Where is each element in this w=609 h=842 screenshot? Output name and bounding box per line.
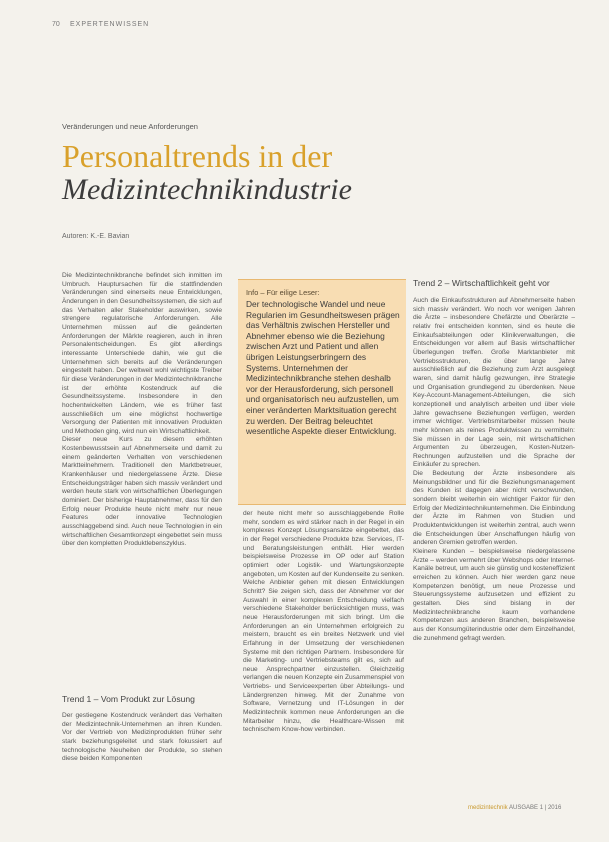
column-3-text: Auch die Einkaufsstrukturen auf Abnehmerseite haben sich massiv verändert. Wo noch vor wenigen Jahren die Ärzte – insbesondere Chefärzte und Oberärzte – relativ frei entscheiden konnten, sind es heute die Einkaufsabteilungen oder Klinikverwaltungen, die Entscheidungen vor allem auf Basis wirtschaftlicher Überlegungen treffen. Große Marktanbieter mit Vertriebsstrukturen, die über lange Jahre ausschließlich auf die Beziehung zum Arzt ausgelegt waren, sind damit häufig gezwungen, ihre Strategie und Organisation grundlegend zu überdenken. Neue Key-Account-Management-Abteilungen, die sich konzeptionell und analytisch arbeiten und über viele Jahre gewachsene Beziehungen verfügen, werden immer wichtiger. Vertriebsmitarbeiter müssen heute mehr können als reines Produktwissen zu vermitteln: Sie müssen in der Lage sein, mit wirtschaftlichen Argumenten zu überzeugen, Kosten-Nutzen-Rechnungen aufzustellen und die Sprache der Einkäufer zu sprechen. Die Bedeutung der Ärzte insbesondere als Meinungsbildner und für die Beziehungsmanagement des Kunden ist dagegen aber nicht verschwunden, sondern bleibt weiterhin ein wichtiger Faktor für den Erfolg der Medizintechnikunternehmen. Die Einbindung der Ärzte im Rahmen von Studien und Produktentwicklungen ist weiterhin zentral, auch wenn die Entscheidungen über Anschaffungen häufig von anderen Gremien getroffen werden. Kleinere Kunden – beispielsweise niedergelassene Ärzte – werden vermehrt über Webshops oder Internet-Kanäle betreut, um auch sie günstig und kosteneffizient erreichen zu können. Auch hier werden ganz neue Kompetenzen benötigt, um neue Prozesse und Steuerungssysteme aufzusetzen und effizient zu gestalten. Dies sind bislang in der Medizintechnikbranche kaum vorhandene Kompetenzen aus anderen Branchen, beispielsweise aus der Konsumgüterindustrie oder dem Einzelhandel, die zunehmend gefragt werden. — [413, 297, 575, 642]
subhead-trend-2: Trend 2 – Wirtschaftlichkeit geht vor — [413, 278, 550, 288]
page-number: 70 — [52, 21, 60, 28]
subhead-trend-1: Trend 1 – Vom Produkt zur Lösung — [62, 694, 195, 704]
article-author: Autoren: K.-E. Bavian — [62, 233, 130, 240]
article-title-line2: Medizintechnikindustrie — [62, 173, 352, 206]
article-title-line1: Personaltrends in der — [62, 138, 333, 174]
highlight-box-heading: Info – Für eilige Leser: — [246, 288, 320, 297]
running-header: EXPERTENWISSEN — [70, 21, 150, 28]
article-kicker: Veränderungen und neue Anforderungen — [62, 122, 198, 131]
column-2-text: der heute nicht mehr so ausschlaggebende Rolle mehr, sondern es wird stärker nach in der Regel in ein komplexes Konzept Lösungsansätze eingebettet, das in der Regel verschiedene Produkte bzw. Services, IT- und Beratungsleistungen enthält. Hier werden beispielsweise Prozesse im OP oder auf Station optimiert oder Logistik- und Wartungskonzepte angeboten, um Kosten auf der Kundenseite zu senken. Welche Anbieter gehen mit diesen Entwicklungen Schritt? Sie zeigen sich, dass der Abnehmer vor der Auswahl in einer komplexen Entscheidung vielfach verschiedene Stakeholder berücksichtigen muss, was neue Herausforderungen mit sich bringt. Um die Anforderungen an ein Unternehmen erfolgreich zu meistern, braucht es ein breites Netzwerk und viel Erfahrung in der Umsetzung der verschiedenen Systeme mit den richtigen Partnern. Insbesondere für die Marketing- und Vertriebsteams gilt es, sich auf neue Ansprechpartner einzustellen. Gleichzeitig verlangen die neuen Konzepte ein Zusammenspiel von Vertriebs- und Serviceexperten über Abteilungs- und Ländergrenzen hinweg. Mit der Zunahme von Software, Vernetzung und IT-Lösungen in der Medizintechnik kommen neue Anforderungen an die Mitarbeiter hinzu, die Healthcare-Wissen mit technischem Know-how verbinden. — [243, 510, 404, 734]
footer-issue: AUSGABE 1 | 2016 — [509, 805, 562, 811]
column-1-text: Die Medizintechnikbranche befindet sich inmitten im Umbruch. Hauptursachen für die stattfindenden Veränderungen sind einerseits neue Entwicklungen, Änderungen in den Gesundheitssystemen, die sich auf das Verhalten aller Stakeholder auswirken, sowie strengere regulatorische Anforderungen. Alle Unternehmen müssen auf die geänderten Anforderungen der Märkte reagieren, auch in ihren Personalentscheidungen. Es gibt allerdings interessante Unterschiede dahin, wie gut die Unternehmen sich bereits auf die Veränderungen eingestellt haben. Der weltweit wohl wichtigste Treiber für diese Veränderungen in der Medizintechnikbranche ist der erhöhte Kostendruck auf die Gesundheitssysteme. Insbesondere in den hochentwickelten Ländern, wie es früher fast ausschließlich um eine möglichst hochwertige Versorgung der Patienten mit innovativen Produkten und Methoden ging, wird nun ein Wirtschaftlichkeit. Dieser neue Kurs zu diesem erhöhten Kostenbewusstsein auf Abnehmerseite und damit zu einem geänderten Verhalten von verschiedenen Marktteilnehmern. Traditionell den Marktbetreuer, Krankenhäuser und niedergelassene Ärzte. Diese Entscheidungsträger haben sich massiv verändert und werden heute stark von wirtschaftlichen Überlegungen dominiert. Der bisherige Hauptabnehmer, dass für den Erfolg neuer Produkte heute nicht mehr nur neue Features oder innovative Technologien ausschlaggebend sind. Auch neue Technologien in ein wirtschaftlichen Gesamtkonzept eingebettet sein muss über den kompletten Produktlebenszyklus. — [62, 272, 222, 548]
highlight-box — [238, 279, 406, 505]
page-footer — [468, 805, 561, 811]
footer-brand: medizintechnik — [468, 805, 508, 811]
column-1-continued-text: Der gestiegene Kostendruck verändert das Verhalten der Medizintechnik-Unternehmen an ihren Kunden. Vor der Vertrieb von Medizinprodukten früher sehr stark beziehungsgeleitet und stark fokussiert auf technologische Neuheiten der Produkte, so stehen diese beiden Komponenten — [62, 712, 222, 763]
highlight-box-body: Der technologische Wandel und neue Regularien im Gesundheitswesen prägen das Verhältnis zwischen Hersteller und Abnehmer ebenso wie die Beziehung zwischen Arzt und Patient und allen übrigen Leistungserbringern des Systems. Unternehmen der Medizintechnikbranche stehen deshalb vor der Herausforderung, sich personell und organisatorisch neu aufzustellen, um einer veränderten Marktsituation gerecht zu werden. Der Beitrag beleuchtet wesentliche Aspekte dieser Entwicklung. — [246, 299, 400, 437]
